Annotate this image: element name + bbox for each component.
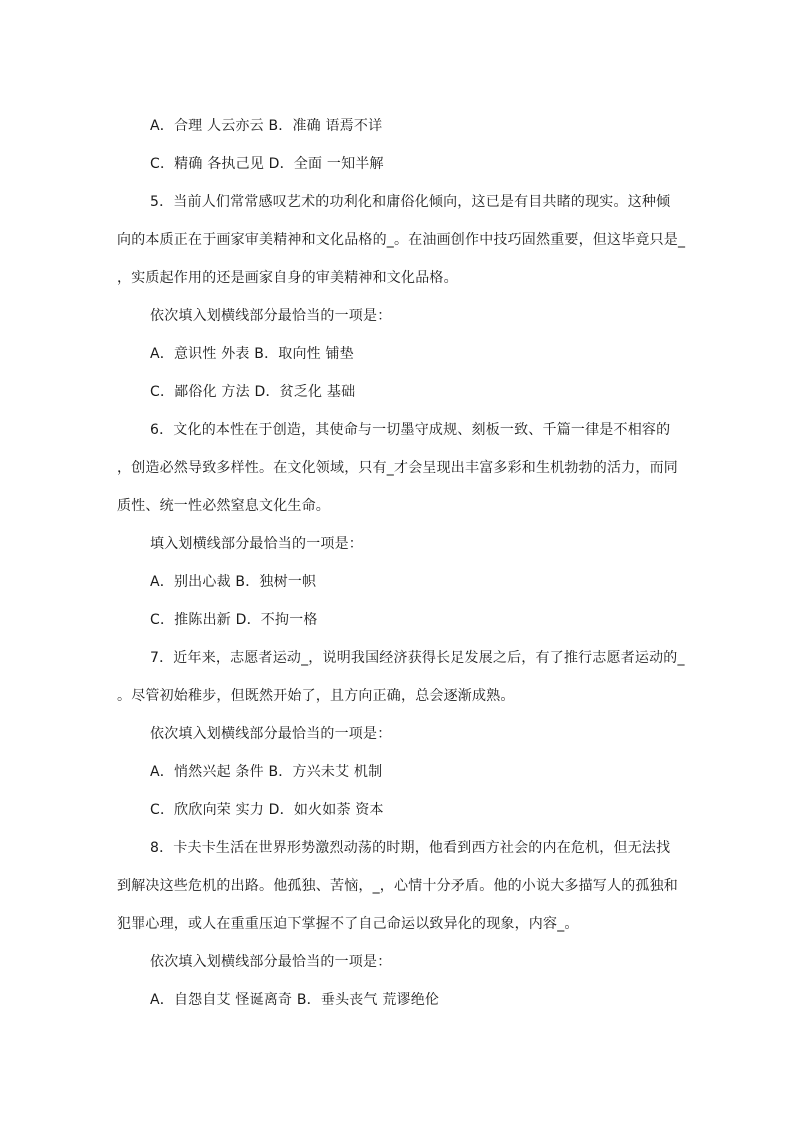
option-line-a-b: A．合理 人云亦云 B．准确 语焉不详 [150,118,383,134]
question-6-text: 6．文化的本性在于创造，其使命与一切墨守成规、刻板一致、千篇一律是不相容的 [150,422,671,438]
question-8-text-cont: 到解决这些危机的出路。他孤独、苦恼，_，心情十分矛盾。他的小说大多描写人的孤独和 [117,878,678,894]
question-7-text-cont: 。尽管初始稚步，但既然开始了，且方向正确，总会逐渐成熟。 [117,688,515,704]
question-7-text: 7．近年来，志愿者运动_，说明我国经济获得长足发展之后，有了推行志愿者运动的_ [150,650,685,666]
question-6-text-cont: ，创造必然导致多样性。在文化领域，只有_才会呈现出丰富多彩和生机勃勃的活力，而同 [117,460,678,476]
question-8-text-cont: 犯罪心理，或人在重重压迫下掌握不了自己命运以致异化的现象，内容_。 [117,916,579,932]
question-5-prompt: 依次填入划横线部分最恰当的一项是： [150,308,392,324]
question-7-option-a-b: A．悄然兴起 条件 B．方兴未艾 机制 [150,764,383,780]
question-5-text-cont: ，实质起作用的还是画家自身的审美精神和文化品格。 [117,270,458,286]
question-8-option-a-b: A．自怨自艾 怪诞离奇 B．垂头丧气 荒谬绝伦 [150,992,440,1008]
question-6-text-cont: 质性、统一性必然窒息文化生命。 [117,498,330,514]
question-5-text-cont: 向的本质正在于画家审美精神和文化品格的_。在油画创作中技巧固然重要，但这毕竟只是_ [117,232,686,248]
question-8-prompt: 依次填入划横线部分最恰当的一项是： [150,954,392,970]
question-6-option-c-d: C．推陈出新 D．不拘一格 [150,612,318,628]
question-6-prompt: 填入划横线部分最恰当的一项是： [150,536,363,552]
question-7-prompt: 依次填入划横线部分最恰当的一项是： [150,726,392,742]
question-8-text: 8．卡夫卡生活在世界形势激烈动荡的时期，他看到西方社会的内在危机，但无法找 [150,840,671,856]
option-line-c-d: C．精确 各执己见 D．全面 一知半解 [150,156,384,172]
question-5-option-c-d: C．鄙俗化 方法 D．贫乏化 基础 [150,384,356,400]
question-5-text: 5．当前人们常常感叹艺术的功利化和庸俗化倾向，这已是有目共睹的现实。这种倾 [150,194,671,210]
question-7-option-c-d: C．欣欣向荣 实力 D．如火如荼 资本 [150,802,384,818]
question-5-option-a-b: A．意识性 外表 B．取向性 铺垫 [150,346,354,362]
question-6-option-a-b: A．别出心裁 B．独树一帜 [150,574,317,590]
